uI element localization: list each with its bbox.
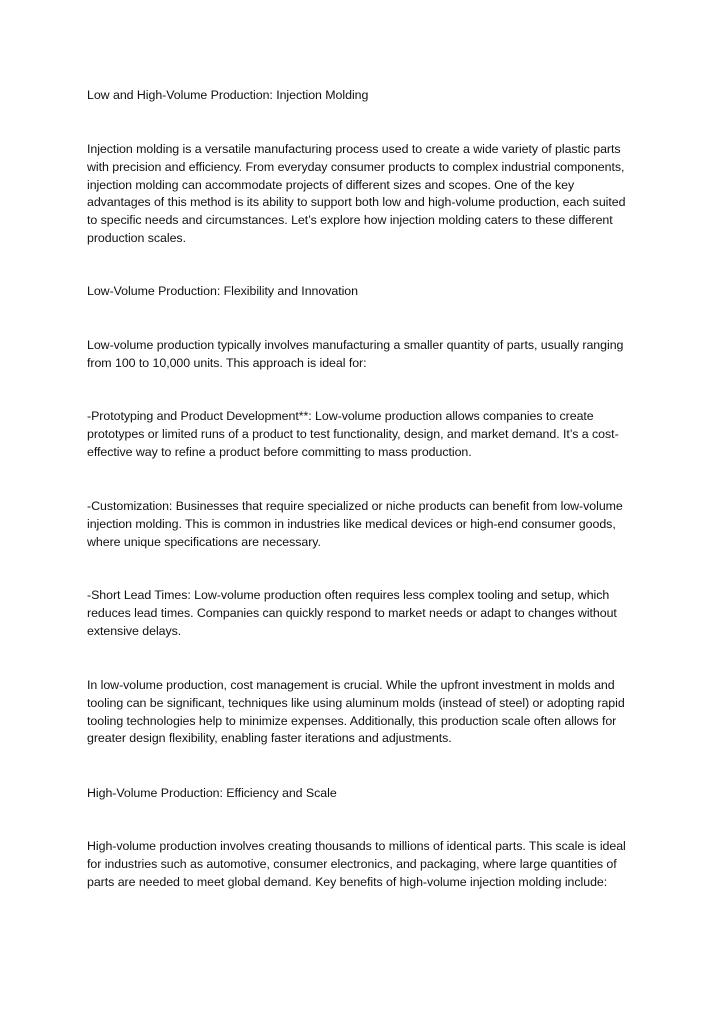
high-volume-heading: High-Volume Production: Efficiency and Scale (87, 786, 337, 800)
list-item-prototyping: -Prototyping and Product Development**: Low-volume production allows companies to create prototypes or limited runs of a product to test functionality, design, and market demand. It’s a cost-effective way to refine a product before committing to mass production. (87, 409, 619, 459)
low-volume-intro-paragraph: Low-volume production typically involves manufacturing a smaller quantity of parts, usually ranging from 100 to 10,000 units. This approach is ideal for: (87, 338, 624, 370)
list-item-short-lead-times: -Short Lead Times: Low-volume production often requires less complex tooling and setup, which reduces lead times. Companies can quickly respond to market needs or adapt to changes without extensive delays. (87, 588, 617, 638)
low-volume-closing-paragraph: In low-volume production, cost management is crucial. While the upfront investment in molds and tooling can be significant, techniques like using aluminum molds (instead of steel) or adopting rapid tooling technologies help to minimize expenses. Additionally, this production scale often allows for greater design flexibility, enabling faster iterations and adjustments. (87, 678, 625, 746)
low-volume-heading: Low-Volume Production: Flexibility and Innovation (87, 284, 358, 298)
list-item-customization: -Customization: Businesses that require specialized or niche products can benefit from low-volume injection molding. This is common in industries like medical devices or high-end consumer goods, where unique specifications are necessary. (87, 499, 623, 549)
high-volume-intro-paragraph: High-volume production involves creating thousands to millions of identical parts. This scale is ideal for industries such as automotive, consumer electronics, and packaging, where large quantities of parts are needed to meet global demand. Key benefits of high-volume injection molding include: (87, 839, 626, 889)
document-title: Low and High-Volume Production: Injection Molding (87, 88, 369, 102)
intro-paragraph: Injection molding is a versatile manufacturing process used to create a wide variety of plastic parts with precision and efficiency. From everyday consumer products to complex industrial components, injection molding can accommodate projects of different sizes and scopes. One of the key advantages of this method is its ability to support both low and high-volume production, each suited to specific needs and circumstances. Let’s explore how injection molding caters to these different production scales. (87, 142, 626, 245)
